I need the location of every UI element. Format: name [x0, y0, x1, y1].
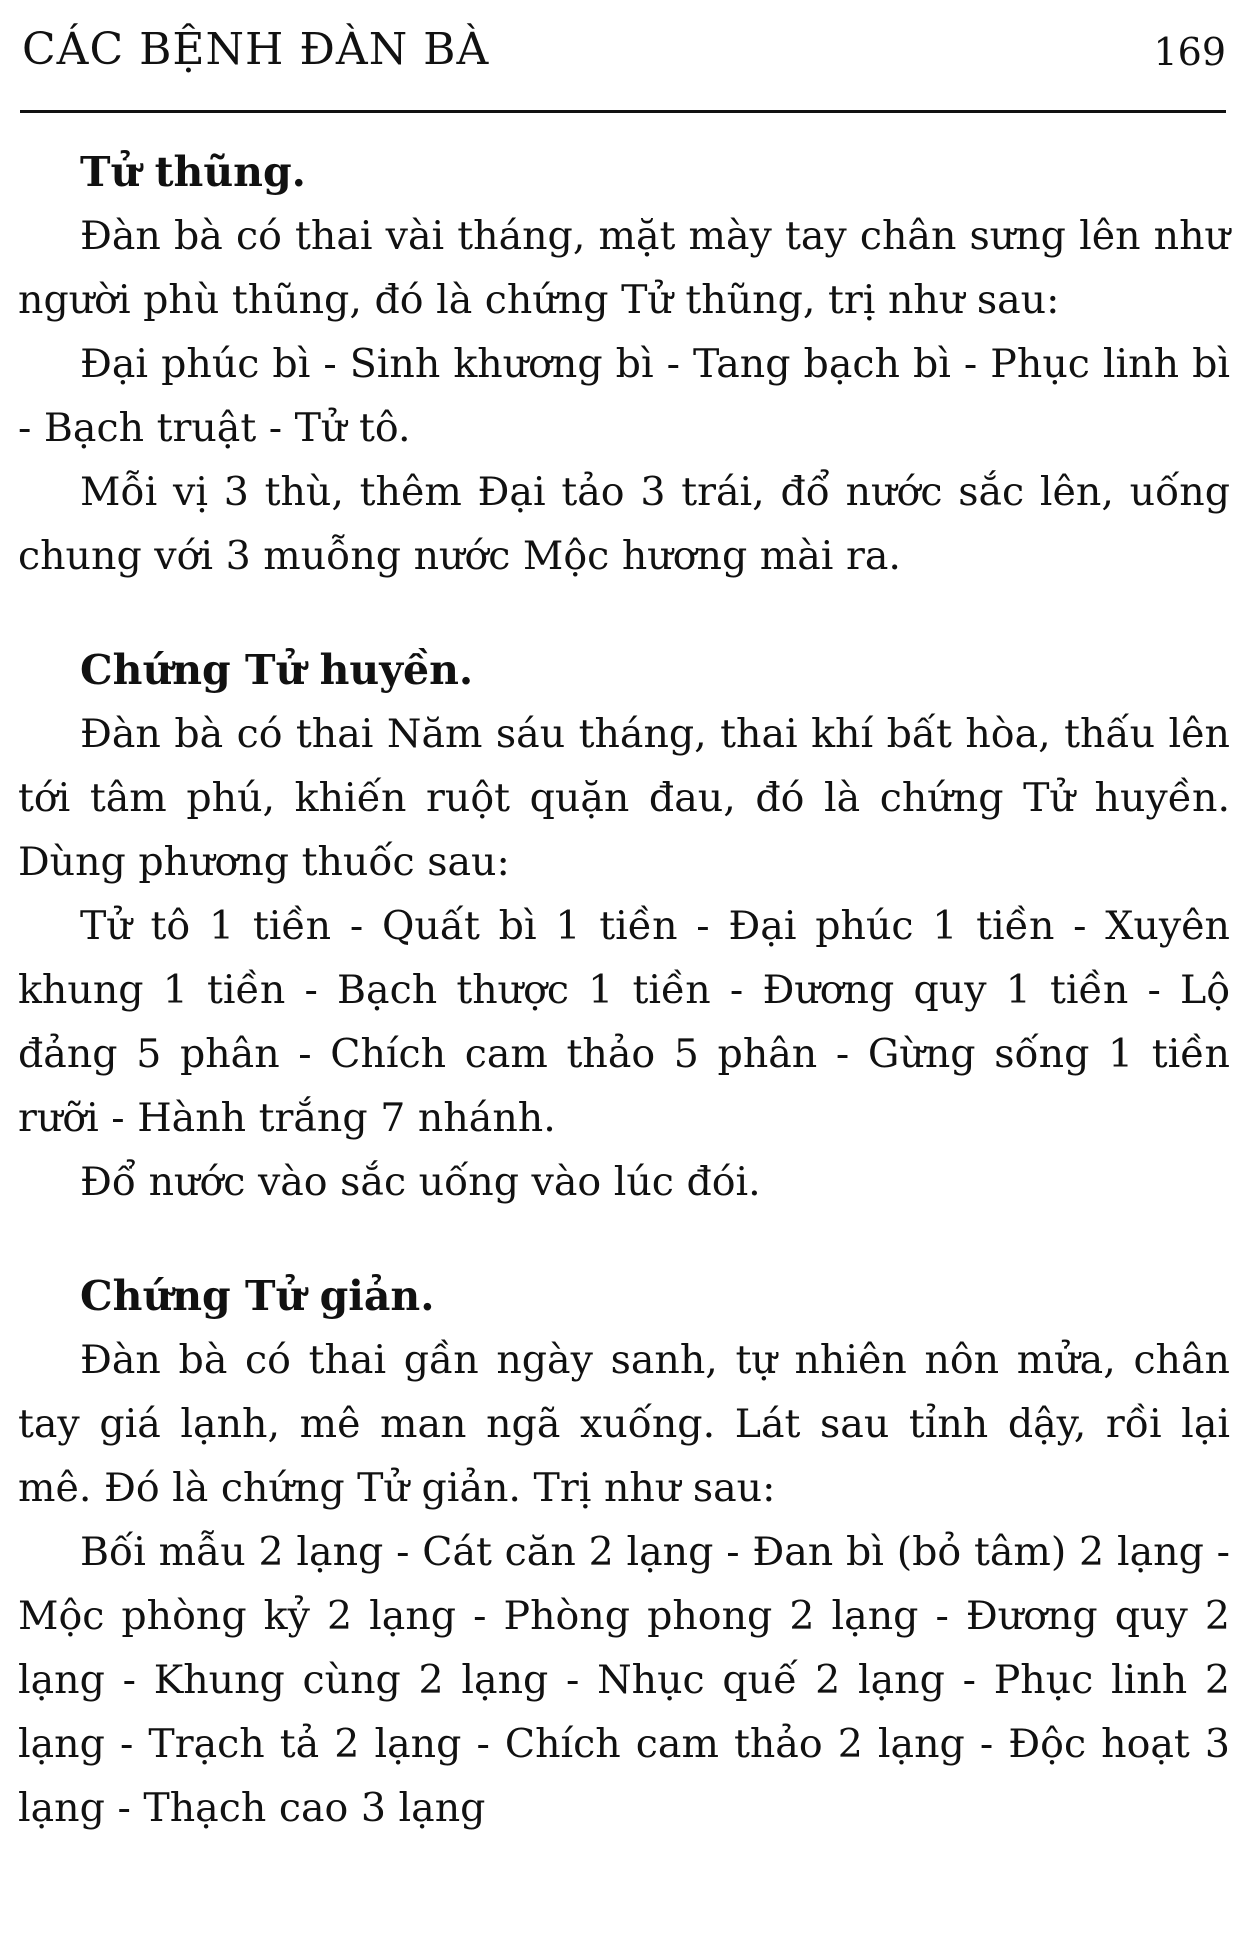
paragraph: Mỗi vị 3 thù, thêm Đại tảo 3 trái, đổ nước sắc lên, uống chung với 3 muỗng nước Mộc hương mài ra. [18, 469, 1230, 579]
section-spacer [18, 588, 1230, 638]
page-number: 169 [1153, 30, 1226, 74]
paragraph: Đại phúc bì - Sinh khương bì - Tang bạch bì - Phục linh bì - Bạch truật - Tử tô. [18, 341, 1230, 451]
running-title: CÁC BỆNH ĐÀN BÀ [22, 24, 490, 75]
section-heading: Chứng Tử huyền. [80, 646, 474, 694]
paragraph: Đàn bà có thai vài tháng, mặt mày tay chân sưng lên như người phù thũng, đó là chứng Tử thũng, trị như sau: [18, 213, 1230, 323]
section-tu-gian [18, 1264, 1230, 1840]
paragraph: Đàn bà có thai gần ngày sanh, tự nhiên nôn mửa, chân tay giá lạnh, mê man ngã xuống. Lát sau tỉnh dậy, rồi lại mê. Đó là chứng Tử giản. Trị như sau: [18, 1337, 1230, 1511]
paragraph: Đàn bà có thai Năm sáu tháng, thai khí bất hòa, thấu lên tới tâm phú, khiến ruột quặn đau, đó là chứng Tử huyền. Dùng phương thuốc sau: [18, 711, 1230, 885]
page-body [18, 140, 1230, 1840]
section-tu-huyen [18, 638, 1230, 1214]
paragraph: Tử tô 1 tiền - Quất bì 1 tiền - Đại phúc 1 tiền - Xuyên khung 1 tiền - Bạch thược 1 tiền - Đương quy 1 tiền - Lộ đảng 5 phân - Chích cam thảo 5 phân - Gừng sống 1 tiền rưỡi - Hành trắng 7 nhánh. [18, 903, 1230, 1141]
section-spacer [18, 1214, 1230, 1264]
paragraph: Đổ nước vào sắc uống vào lúc đói. [80, 1159, 761, 1205]
section-heading: Tử thũng. [80, 148, 306, 196]
running-header [22, 24, 1226, 84]
header-rule [20, 110, 1226, 113]
paragraph: Bối mẫu 2 lạng - Cát căn 2 lạng - Đan bì (bỏ tâm) 2 lạng - Mộc phòng kỷ 2 lạng - Phòng phong 2 lạng - Đương quy 2 lạng - Khung cùng 2 lạng - Nhục quế 2 lạng - Phục linh 2 lạng - Trạch tả 2 lạng - Chích cam thảo 2 lạng - Độc hoạt 3 lạng - Thạch cao 3 lạng [18, 1529, 1230, 1831]
section-heading: Chứng Tử giản. [80, 1272, 435, 1320]
section-tu-thung [18, 140, 1230, 588]
